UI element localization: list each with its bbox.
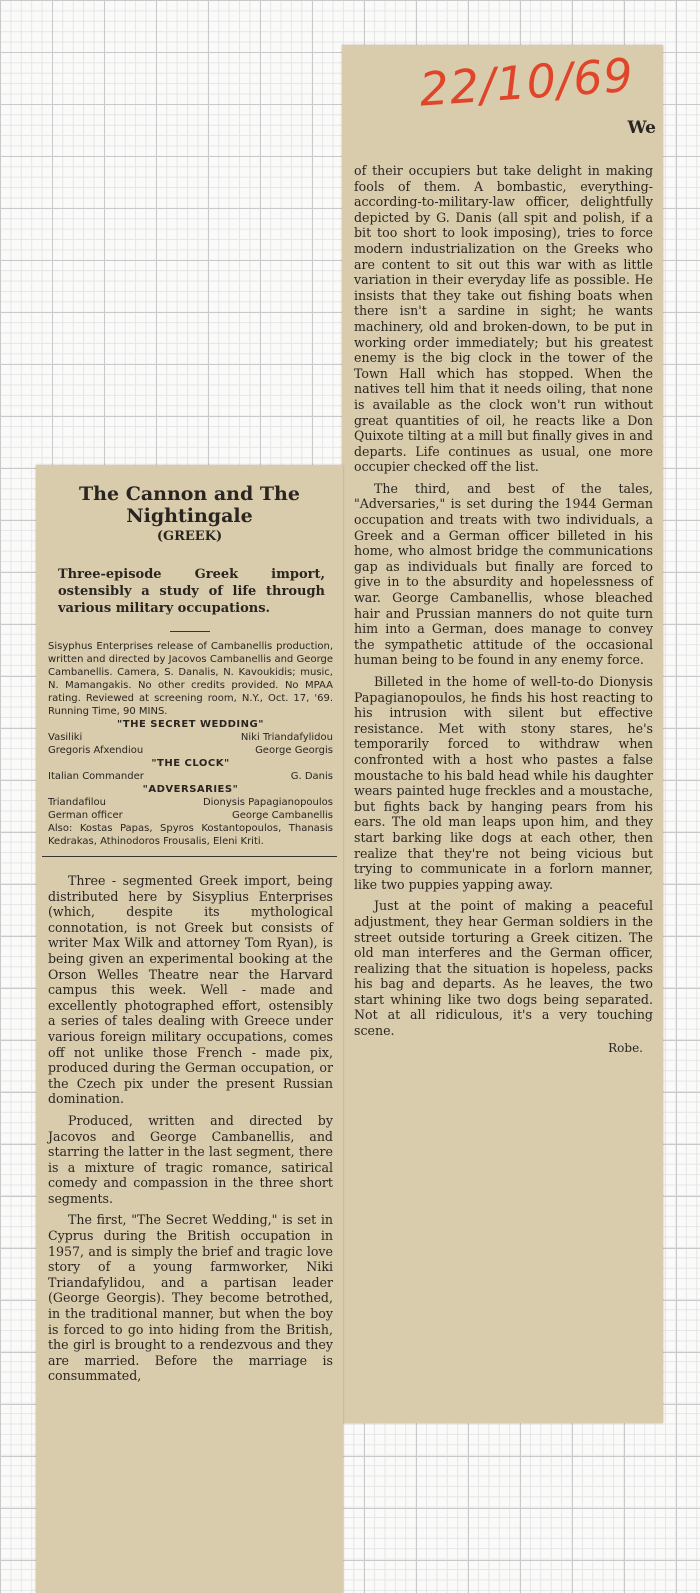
right-paragraph-4: Just at the point of making a peaceful adjustment, they hear German soldiers in the street outside torturing a Greek citizen. The old man interferes and the German officer, realizing that the situation is hopeless, packs his bag and departs. As he leaves, the two start whining like two dogs being separated. Not at all ridiculous, it's a very touching scene. [354,898,653,1039]
cast-row [48,809,333,822]
section-title-clock: "THE CLOCK" [151,758,230,769]
cast-role: German officer [48,810,123,821]
cast-actor: Dionysis Papagianopoulos [202,797,333,808]
subheadline: Three-episode Greek import, ostensibly a study of life through various military occupations. [58,567,325,616]
headline-line-2: Nightingale [126,505,253,527]
right-paragraph-2: The third, and best of the tales, "Adversaries," is set during the 1944 German occupation and treats with two individuals, a Greek and a German officer billeted in his home, who almost bridge the communications gap as individuals but finally are forced to give in to the absurdity and hopelessness of war. George Cambanellis, whose bleached hair and Prussian manners do not quite turn him into a German, does manage to convey the sympathetic attitude of the occasional human being to be found in any enemy force. [354,480,653,668]
headline-line-1: The Cannon and The [79,483,300,505]
divider [170,631,210,632]
clipping-left-column [36,465,343,1593]
cast-row [48,744,333,757]
section-title-secret-wedding: "THE SECRET WEDDING" [117,719,264,730]
cast-row [48,770,333,783]
left-paragraph-3: The first, "The Secret Wedding," is set in Cyprus during the British occupation in 1957, and is simply the brief and tragic love story of a young farmworker, Niki Triandafylidou, and a partisan leader (George Georgis). They become betrothed, in the traditional manner, but when the boy is forced to go into hiding from the British, the girl is brought to a rendezvous and they are married. Before the marriage is consummated, [48,1212,333,1384]
section-title-adversaries: "ADVERSARIES" [142,784,239,795]
cast-actor: George Georgis [255,745,333,756]
cast-row [48,796,333,809]
cast-role: Italian Commander [48,771,144,782]
divider [42,856,337,857]
cast-actor: George Cambanellis [232,810,333,821]
cast-actor: Niki Triandafylidou [240,732,333,743]
right-paragraph-1: of their occupiers but take delight in making fools of them. A bombastic, everything-according-to-military-law officer, delightfully depicted by G. Danis (all spit and polish, if a bit too short to look imposing), tries to force modern industrialization on the Greeks who are content to sit out this war with as little variation in their everyday life as possible. He insists that they take out fishing boats when there isn't a sardine in sight; he wants machinery, old and broken-down, to be put in working order immediately; but his greatest enemy is the big clock in the tower of the Town Hall which has stopped. When the natives tell him that it needs oiling, that none is available as the clock won't run without great quantities of oil, he reacts like a Don Quixote tilting at a mill but finally gives in and departs. Life continues as usual, one more occupier checked off the list. [354,163,653,475]
left-column-body [48,873,333,1384]
masthead-fragment: We [627,118,656,138]
credits-text: Sisyphus Enterprises release of Cambanellis production, written and directed by Jacovos Cambanellis and George Cambanellis. Camera, S. Danalis, N. Kavoukidis; music, N. Mamangakis. No other credits provided. No MPAA rating. Reviewed at screening room, N.Y., Oct. 17, '69. Running Time, 90 MINS. [48,641,333,717]
credits-block [48,640,333,848]
cast-role: Gregoris Afxendiou [48,745,144,756]
cast-row [48,731,333,744]
genre-label: (GREEK) [156,529,223,544]
left-paragraph-2: Produced, written and directed by Jacovos and George Cambanellis, and starring the latter in the last segment, there is a mixture of tragic romance, satirical comedy and compassion in the three short segments. [48,1112,333,1206]
right-column-body [354,163,653,1039]
headline [44,483,335,527]
handwritten-date: 22/10/69 [417,47,636,117]
cast-actor: G. Danis [290,771,333,782]
additional-cast: Also: Kostas Papas, Spyros Kostantopoulos, Thanasis Kedrakas, Athinodoros Frousalis, Eleni Kriti. [48,823,333,847]
cast-role: Vasiliki [48,732,83,743]
review-signature: Robe. [608,1040,643,1055]
clipping-right-column [342,45,663,1423]
left-paragraph-1: Three - segmented Greek import, being distributed here by Sisyplius Enterprises (which, despite its mythological connotation, is not Greek but consists of writer Max Wilk and attorney Tom Ryan), is being given an experimental booking at the Orson Welles Theatre near the Harvard campus this week. Well - made and excellently photographed effort, ostensibly a series of tales dealing with Greece under various foreign military occupations, comes off not unlike those French - made pix, produced during the German occupation, or the Czech pix under the present Russian domination. [48,873,333,1107]
cast-role: Triandafilou [48,797,107,808]
right-paragraph-3: Billeted in the home of well-to-do Dionysis Papagianopoulos, he finds his host reacting to his intrusion with silent but effective resistance. Met with stony stares, he's temporarily forced to withdraw when confronted with a host who pastes a false moustache to his bald head while his daughter wears painted huge freckles and a moustache, but fights back by hanging pears from his ears. The old man leaps upon him, and they start barking like dogs at each other, then realize that they're not being vicious but trying to communicate in a forlorn manner, like two puppies yapping away. [354,674,653,892]
